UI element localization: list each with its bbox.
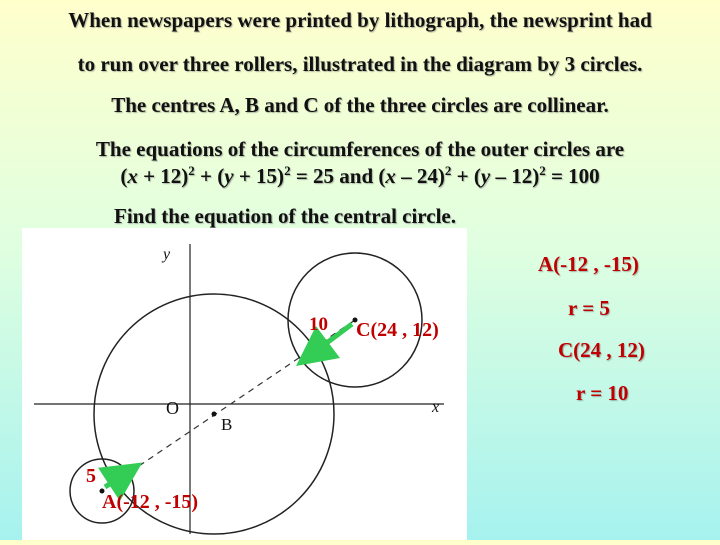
sidebar-centre-C: C(24 , 12) bbox=[558, 338, 645, 362]
circle-equations: $(x + 12)^2 + (y + 15)^2 = 25$ and (x – 24)$^2$ + (y – 12)$^2$ = 100 bbox=[120, 163, 600, 188]
y-axis-label: y bbox=[163, 246, 171, 263]
origin-label: O bbox=[166, 398, 179, 418]
problem-line-4: The equations of the circumferences of the outer circles are bbox=[95, 137, 625, 161]
rollers-diagram-svg bbox=[22, 228, 467, 540]
radius-small-label: 5 bbox=[86, 465, 96, 487]
problem-line-3: The centres A, B and C of the three circles are collinear. bbox=[111, 93, 609, 117]
centre-B-label: B bbox=[221, 415, 233, 434]
radius-large-label: 10 bbox=[309, 314, 328, 335]
sidebar-radius-A: r = 5 bbox=[568, 296, 610, 320]
centres-line bbox=[130, 320, 355, 472]
problem-line-1: When newspapers were printed by lithograph, the newsprint had bbox=[68, 8, 652, 32]
centre-C-label: C(24 , 12) bbox=[356, 319, 439, 341]
problem-question: Find the equation of the central circle. bbox=[114, 204, 456, 228]
centre-A-label: A(-12 , -15) bbox=[102, 491, 199, 513]
sidebar-radius-C: r = 10 bbox=[576, 381, 629, 405]
x-axis-label: x bbox=[432, 399, 440, 416]
centre-B-dot bbox=[212, 412, 217, 417]
sidebar-centre-A: A(-12 , -15) bbox=[538, 252, 639, 276]
rollers-diagram bbox=[22, 228, 467, 540]
problem-line-2: to run over three rollers, illustrated in the diagram by 3 circles. bbox=[77, 52, 643, 76]
radius-arrow-small bbox=[105, 468, 134, 487]
